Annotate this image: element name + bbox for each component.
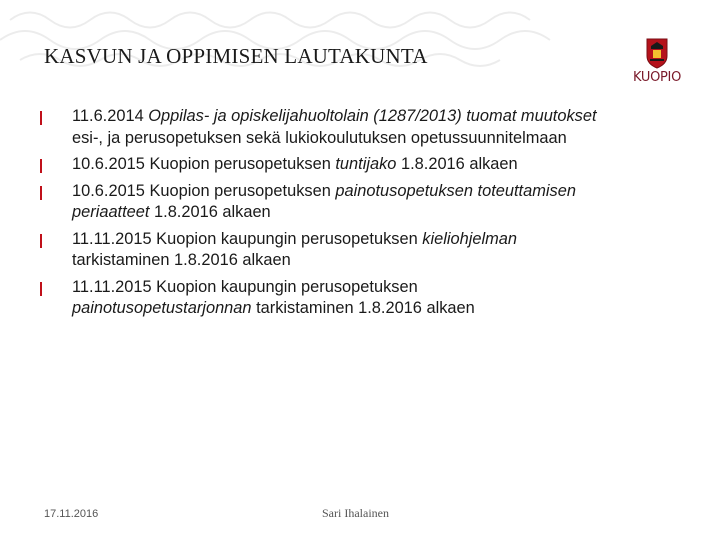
- bullet-text: 10.6.2015 Kuopion perusopetuksen: [72, 155, 336, 173]
- bullet-emphasis-text: painotusopetustarjonnan: [72, 299, 252, 317]
- page-title: KASVUN JA OPPIMISEN LAUTAKUNTA: [44, 44, 428, 68]
- bullet-text: 11.11.2015 Kuopion kaupungin perusopetuksen: [72, 229, 423, 248]
- kuopio-logo: [628, 36, 686, 90]
- bullet-marker: [40, 111, 42, 125]
- footer-author: Sari Ihalainen: [322, 506, 389, 520]
- bullet-text: 11.11.2015 Kuopion kaupungin perusopetuksen: [72, 277, 418, 296]
- bullet-text: 11.6.2014: [72, 107, 149, 125]
- bullet-marker: [40, 234, 42, 248]
- bullet-text: 1.8.2016 alkaen: [149, 203, 271, 221]
- coat-of-arms-icon: [628, 36, 686, 70]
- bullet-emphasis-text: painotusopetuksen toteuttamisen periaatteet: [72, 181, 576, 221]
- bullet-marker: [40, 159, 42, 173]
- bullet-item: [40, 106, 600, 149]
- logo-text: KUOPIO: [632, 70, 682, 85]
- bullet-text: tarkistaminen 1.8.2016 alkaen: [72, 251, 291, 269]
- bullet-list: [40, 106, 600, 325]
- bullet-item: [40, 229, 600, 272]
- bullet-item: [40, 277, 600, 320]
- bullet-text: 1.8.2016 alkaen: [396, 155, 518, 173]
- bullet-emphasis-text: tuntijako: [335, 155, 397, 173]
- bullet-marker: [40, 282, 42, 296]
- bullet-marker: [40, 186, 42, 200]
- bullet-text: tarkistaminen 1.8.2016 alkaen: [251, 299, 475, 317]
- bullet-item: [40, 154, 600, 176]
- bullet-emphasis-text: kieliohjelman: [422, 229, 518, 248]
- bullet-text: esi-, ja perusopetuksen sekä lukiokoulutuksen opetussuunnitelmaan: [72, 128, 567, 147]
- bullet-emphasis-text: Oppilas- ja opiskelijahuoltolain (1287/2013) tuomat muutokset: [148, 107, 597, 125]
- bullet-item: [40, 181, 600, 224]
- bullet-text: 10.6.2015 Kuopion perusopetuksen: [72, 181, 336, 200]
- footer-date: 17.11.2016: [44, 508, 99, 520]
